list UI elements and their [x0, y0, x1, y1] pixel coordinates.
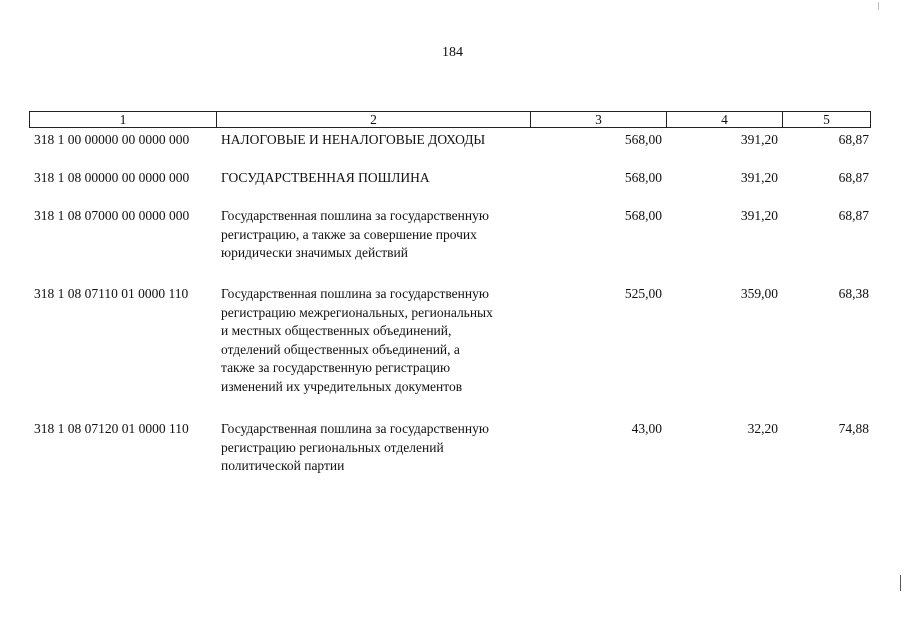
- value-col5: 68,87: [838, 208, 869, 223]
- value-col3: 43,00: [631, 421, 662, 436]
- value-col3: 525,00: [624, 286, 662, 301]
- value-col4: 32,20: [747, 421, 778, 436]
- value-col4: 391,20: [740, 132, 778, 147]
- revenue-name-line: Государственная пошлина за государственную: [221, 286, 489, 301]
- revenue-name-line: регистрацию, а также за совершение прочих: [221, 226, 477, 242]
- table-row: [29, 285, 871, 396]
- table-row: [29, 207, 871, 263]
- table-row: [29, 420, 871, 476]
- value-col3: 568,00: [624, 208, 662, 223]
- revenue-name-line: регистрацию межрегиональных, региональных: [221, 304, 493, 320]
- value-col5: 74,88: [838, 421, 869, 436]
- column-header-1: 1: [29, 111, 217, 128]
- revenue-name-line: юридически значимых действий: [221, 245, 408, 260]
- column-header-4: 4: [667, 111, 783, 128]
- revenue-name: [217, 420, 531, 476]
- value-col4: 391,20: [740, 208, 778, 223]
- revenue-name-line: изменений их учредительных документов: [221, 378, 463, 394]
- revenue-name: [217, 207, 531, 263]
- budget-code: 318 1 08 00000 00 0000 000: [34, 170, 190, 185]
- scan-edge-mark: [900, 575, 901, 591]
- value-col5: 68,38: [838, 286, 869, 301]
- revenue-name-line: Государственная пошлина за государственную: [221, 208, 489, 223]
- revenue-name-line: отделений общественных объединений, а: [221, 341, 460, 357]
- revenue-name-line: НАЛОГОВЫЕ И НЕНАЛОГОВЫЕ ДОХОДЫ: [221, 132, 486, 147]
- column-header-2: 2: [217, 111, 531, 128]
- revenue-name-line: также за государственную регистрацию: [221, 360, 451, 375]
- revenue-name: [217, 169, 531, 188]
- revenue-name-line: политической партии: [221, 458, 345, 473]
- column-header-5: 5: [783, 111, 871, 128]
- value-col4: 359,00: [740, 286, 778, 301]
- revenue-name-line: Государственная пошлина за государственную: [221, 421, 489, 436]
- revenue-name: [217, 285, 531, 396]
- table-row: [29, 131, 871, 150]
- budget-code: 318 1 08 07110 01 0000 110: [34, 286, 189, 301]
- scan-edge-mark: [878, 2, 879, 10]
- page-number: 184: [442, 45, 463, 60]
- revenue-name-line: регистрацию региональных отделений: [221, 439, 444, 455]
- value-col5: 68,87: [838, 132, 869, 147]
- column-header-3: 3: [531, 111, 667, 128]
- value-col5: 68,87: [838, 170, 869, 185]
- revenue-name-line: ГОСУДАРСТВЕННАЯ ПОШЛИНА: [221, 170, 430, 185]
- budget-code: 318 1 08 07000 00 0000 000: [34, 208, 190, 223]
- budget-code: 318 1 08 07120 01 0000 110: [34, 421, 189, 436]
- revenue-name-line: и местных общественных объединений,: [221, 323, 452, 338]
- table-header: [29, 111, 871, 128]
- table-row: [29, 169, 871, 188]
- budget-code: 318 1 00 00000 00 0000 000: [34, 132, 190, 147]
- value-col3: 568,00: [624, 170, 662, 185]
- value-col3: 568,00: [624, 132, 662, 147]
- revenue-name: [217, 131, 531, 150]
- value-col4: 391,20: [740, 170, 778, 185]
